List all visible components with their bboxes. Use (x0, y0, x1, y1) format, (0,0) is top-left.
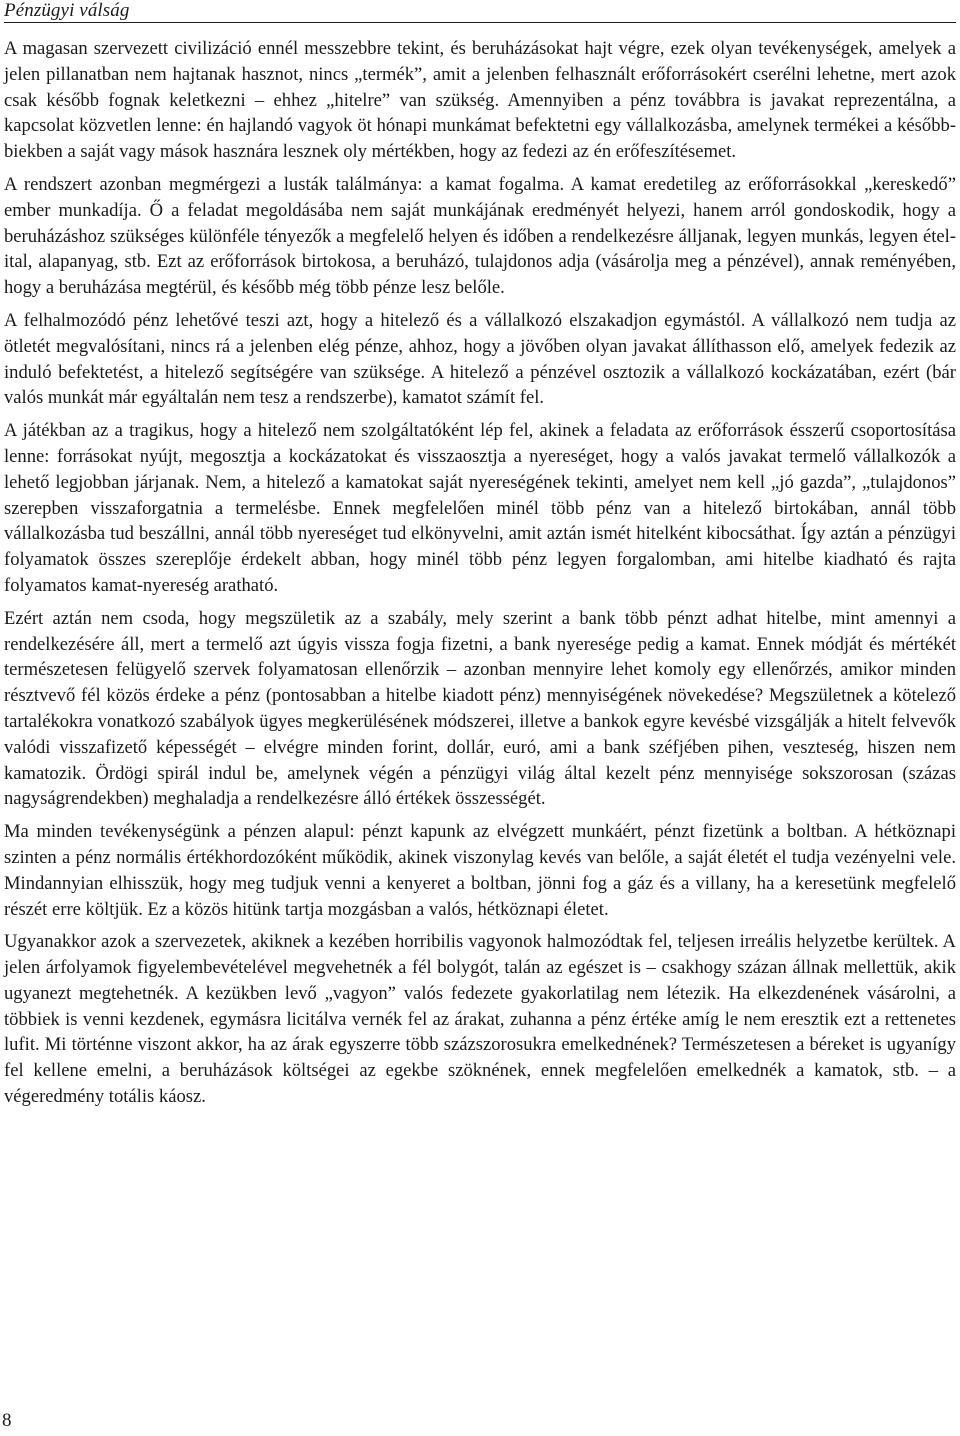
running-header (4, 0, 956, 23)
paragraph: Ezért aztán nem csoda, hogy megszületik az a szabály, mely szerint a bank több pénzt adhat hitelbe, mint amennyi a rendelkezésére áll, mert a termelő azt úgyis vissza fogja fizetni, a bank nyeresége pedig a kamat. Ennek módját és mértékét természetesen felügyelő szervek folyamatosan ellenőrzik – azonban mennyire lehet komoly egy ellenőrzés, amikor minden résztvevő fél közös érdeke a pénz (pontosabban a hitelbe kiadott pénz) mennyiségének növekedése? Megszületnek a kötelező tartalékokra vonatkozó szabályok ügyes megkerülésének módszerei, illetve a bankok egyre kevésbé vizsgálják a hitelt felvevők valódi visszafizető képességét – elvégre minden forint, dollár, euró, ami a bank széfjében pihen, veszteség, hiszen nem kamatozik. Ördögi spirál indul be, amelynek végén a pénzügyi világ által kezelt pénz mennyisége sokszorosan (százas nagyságrendekben) meghaladja a rendelkezésre álló értékek összességét. (4, 607, 956, 810)
paragraph: A felhalmozódó pénz lehetővé teszi azt, hogy a hitelező és a vállalkozó elszakadjon egymástól. A vállalkozó nem tudja az ötletét megvalósítani, nincs rá a jelenben elég pénze, ahhoz, hogy a jövőben olyan javakat állíthasson elő, amelyek fedezik az induló befektetést, a hitelező segítségére van szüksége. A hitelező a pénzével osztozik a vállalkozó kockázatában, ezért (bár valós munkát már egyáltalán nem tesz a rendszerbe), kamatot számít fel. (4, 309, 956, 409)
paragraph: A játékban az a tragikus, hogy a hitelező nem szolgáltatóként lép fel, akinek a feladata az erőforrások ésszerű csoportosítása lenne: forrásokat nyújt, megosztja a kockázatokat és visszaosztja a nyereséget, hogy a valós javakat termelő vállalkozók a lehető legjobban járjanak. Nem, a hitelező a kamatokat saját nyereségének tekinti, amelyet nem kell „jó gazda”, „tulajdonos” szerepben visszaforgatnia a termelésbe. Ennek megfelelően minél több pénz van a hitelező birtokában, annál több vállalkozásba tud beszállni, annál több nyereséget tud elkönyvelni, amit aztán ismét hitelként kibocsáthat. Így aztán a pénzügyi folyamatok összes szereplője érdekelt abban, hogy minél több pénz legyen forgalomban, ami hitelbe kiadható és rajta folyamatos kamat-nyereség aratható. (4, 420, 956, 596)
paragraph: A magasan szervezett civilizáció ennél messzebbre tekint, és beruházásokat hajt végre, ezek olyan tevékenységek, amelyek a jelen pillanatban nem hajtanak hasznot, nincs „termék”, amit a jelenben felhasznált erőforrásokért cserélni lehetne, mert azok csak később fognak keletkezni – ehhez „hitelre” van szükség. Amennyiben a pénz továbbra is javakat reprezentálna, a kapcsolat közvetlen lenne: én hajlandó vagyok öt hónapi munkámat befektetni egy vállalkozásba, amelynek termékei a későbbbiekben a saját vagy mások hasznára lesznek oly mértékben, hogy az fedezi az én erőfeszítésemet. (4, 38, 956, 163)
paragraph: Ugyanakkor azok a szervezetek, akiknek a kezében horribilis vagyonok halmozódtak fel, teljesen irreális helyzetbe kerültek. A jelen árfolyamok figyelembevételével megvehetnék a fél bolygót, talán az egészet is – csakhogy százan állnak mellettük, akik ugyanezt megtehetnék. A kezükben levő „vagyon” valós fedezete gyakorlatilag nem létezik. Ha elkezdenének vásárolni, a többiek is venni kezdenek, egymásra licitálva vernék fel az árakat, zuhanna a pénz értéke amíg le nem eresztik ezt a rettenetes lufit. Mi történne viszont akkor, ha az árak egyszerre több százszorosukra emelkednének? Természetesen a béreket is ugyanígy fel kellene emelni, a beruházások költségei az egekbe szöknének, ennek megfelelően emelkednék a kamatok, stb. – a végeredmény totális káosz. (4, 931, 956, 1108)
paragraph: Ma minden tevékenységünk a pénzen alapul: pénzt kapunk az elvégzett munkáért, pénzt fizetünk a boltban. A hétköznapi szinten a pénz normális értékhordozóként működik, akinek viszonylag kevés van belőle, a saját életét el tudja vezényelni vele. Mindannyian elhisszük, hogy meg tudjuk venni a kenyeret a boltban, jönni fog a gáz és a villany, ha a keresetünk megfelelő részét erre költjük. Ez a közös hitünk tartja mozgásban a valós, hétköznapi életet. (4, 821, 956, 920)
section-title: Pénzügyi válság (4, 0, 130, 21)
page-number: 8 (2, 1410, 12, 1431)
body-text (4, 36, 956, 1117)
paragraph: A rendszert azonban megmérgezi a lusták találmánya: a kamat fogalma. A kamat eredetileg az erőforrásokkal „kereskedő” ember munkadíja. Ő a feladat megoldásába nem saját munkájának eredményét helyezi, hanem arról gondoskodik, hogy a beruházáshoz szükséges különféle tényezők a megfelelő helyen és időben a rendelkezésre álljanak, legyen munkás, legyen étel-ital, alapanyag, stb. Ezt az erőforrások birtokosa, a beruházó, tulajdonos adja (vásárolja meg a pénzével), annak reményében, hogy a beruházása megtérül, és később még több pénze lesz belőle. (4, 173, 956, 299)
